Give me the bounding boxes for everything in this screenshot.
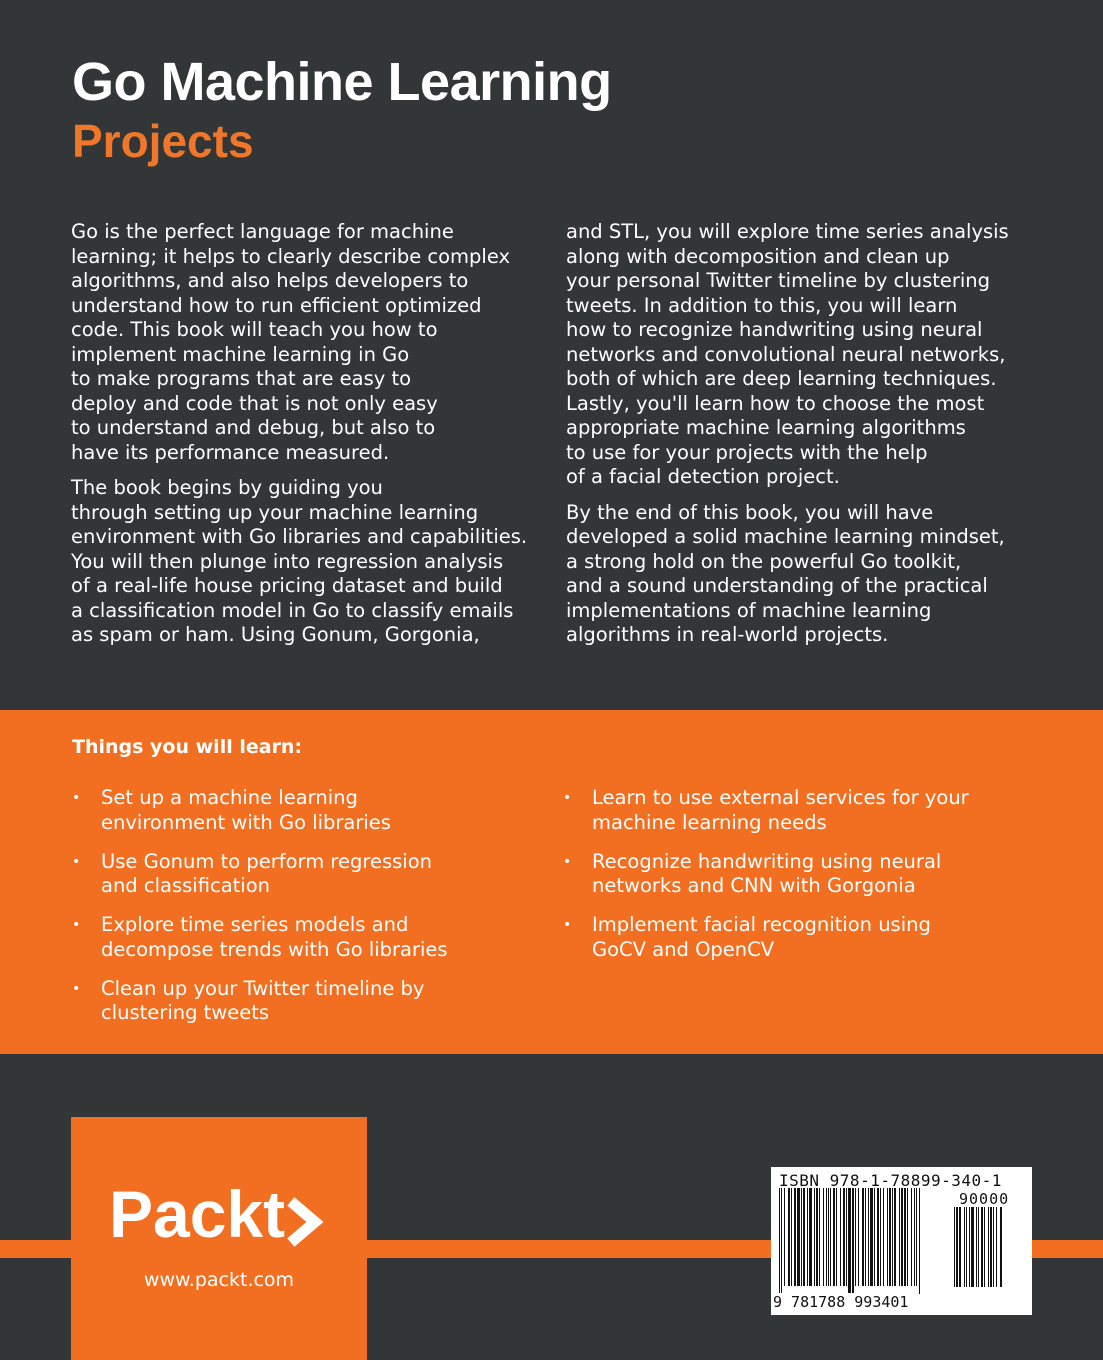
- text-line: Go is the perfect language for machine: [71, 220, 454, 243]
- barcode-bar: [823, 1188, 824, 1286]
- barcode-bar: [855, 1188, 856, 1286]
- text-line: Clean up your Twitter timeline by: [101, 976, 425, 1000]
- barcode-bar: [892, 1188, 893, 1286]
- barcode-bar: [874, 1188, 875, 1286]
- text-line: learning; it helps to clearly describe complex: [71, 244, 511, 268]
- barcode-bar: [794, 1188, 796, 1286]
- text-line: machine learning needs: [592, 810, 827, 834]
- barcode-bar: [894, 1188, 896, 1286]
- barcode-bar: [919, 1188, 920, 1294]
- packt-logo-icon: [109, 1179, 331, 1251]
- text-line: and a sound understanding of the practical: [566, 574, 988, 597]
- learn-item: [72, 977, 532, 1026]
- text-line: of a facial detection project.: [566, 465, 840, 488]
- learn-item: [563, 913, 1023, 962]
- publisher-panel: [71, 1117, 367, 1360]
- text-line: GoCV and OpenCV: [592, 937, 775, 961]
- text-line: developed a solid machine learning mindset,: [566, 525, 1005, 548]
- text-line: have its performance measured.: [71, 440, 390, 464]
- barcode-bar: [870, 1188, 873, 1286]
- barcode-bar: [978, 1207, 979, 1287]
- text-line: Learn to use external services for your: [592, 786, 969, 809]
- text-line: to use for your projects with the help: [566, 440, 928, 464]
- text-line: a classification model in Go to classify emails: [71, 598, 514, 622]
- title-main: Go Machine Learning: [72, 52, 612, 112]
- learn-item: [563, 786, 1023, 835]
- learn-item: [72, 913, 532, 962]
- text-line: Explore time series models and: [101, 913, 409, 936]
- description-right-column: [566, 220, 1036, 659]
- description-paragraph: [566, 220, 1036, 490]
- barcode-bar: [996, 1207, 997, 1287]
- text-line: to make programs that are easy to: [71, 367, 412, 390]
- text-line: implementations of machine learning: [566, 598, 932, 622]
- bullet-icon: •: [563, 853, 572, 870]
- text-line: of a real-life house pricing dataset and build: [71, 574, 503, 597]
- text-line: tweets. In addition to this, you will learn: [566, 293, 958, 317]
- barcode-bar: [809, 1188, 812, 1286]
- bullet-icon: •: [72, 790, 81, 806]
- learn-list-right: [563, 786, 1023, 977]
- text-line: as spam or ham. Using Gonum, Gorgonia,: [71, 623, 480, 646]
- text-line: appropriate machine learning algorithms: [566, 416, 966, 439]
- barcode-bar: [959, 1207, 961, 1287]
- learn-item: [563, 850, 1023, 899]
- barcode-bar: [964, 1207, 965, 1287]
- text-line: The book begins by guiding you: [71, 476, 383, 499]
- text-line: algorithms in real-world projects.: [566, 623, 889, 646]
- barcode-bar: [911, 1188, 912, 1286]
- title-subtitle: Projects: [72, 115, 254, 167]
- text-line: networks and CNN with Gorgonia: [592, 874, 916, 897]
- barcode-bar: [814, 1188, 815, 1286]
- bullet-icon: •: [563, 917, 572, 933]
- barcode-bar: [836, 1188, 837, 1286]
- text-line: clustering tweets: [101, 1001, 270, 1024]
- barcode-bar: [981, 1207, 983, 1287]
- text-line: and classification: [101, 874, 271, 897]
- learn-list-left: [72, 786, 532, 1040]
- barcode-bar: [858, 1188, 859, 1286]
- barcode-bar: [954, 1207, 955, 1287]
- text-line: through setting up your machine learning: [71, 500, 479, 524]
- barcode-bar: [956, 1207, 958, 1287]
- bullet-icon: •: [72, 980, 81, 997]
- text-line: along with decomposition and clean up: [566, 244, 950, 268]
- barcode-bar: [781, 1188, 782, 1294]
- barcode-bar: [966, 1207, 967, 1287]
- text-line: a strong hold on the powerful Go toolkit,: [566, 549, 962, 573]
- barcode-bar: [993, 1207, 994, 1287]
- text-line: algorithms, and also helps developers to: [71, 269, 469, 292]
- barcode-bar: [852, 1188, 854, 1294]
- barcode-bar: [907, 1188, 908, 1286]
- barcode-bar: [791, 1188, 792, 1286]
- barcode-bar: [843, 1188, 845, 1286]
- barcode-bar: [868, 1188, 869, 1286]
- text-line: networks and convolutional neural networks,: [566, 342, 1006, 366]
- barcode-bar: [976, 1207, 977, 1287]
- text-line: You will then plunge into regression analysis: [71, 549, 504, 573]
- learn-item: [72, 786, 532, 835]
- barcode-bar: [971, 1207, 974, 1287]
- barcode-bar: [862, 1188, 864, 1286]
- description-paragraph: [566, 501, 1036, 648]
- barcode-bar: [803, 1188, 805, 1286]
- text-line: environment with Go libraries: [101, 810, 391, 834]
- isbn-number: ISBN 978-1-78899-340-1: [779, 1171, 1002, 1190]
- text-line: to understand and debug, but also to: [71, 416, 436, 439]
- barcode-bar: [916, 1188, 917, 1286]
- ean-number: 9 781788 993401: [773, 1293, 909, 1311]
- barcode-bar: [883, 1188, 884, 1286]
- text-line: deploy and code that is not only easy: [71, 391, 438, 415]
- barcode-bar: [801, 1188, 802, 1286]
- barcode-bar: [984, 1207, 985, 1287]
- text-line: decompose trends with Go libraries: [101, 937, 448, 961]
- barcode-bar: [779, 1188, 780, 1294]
- text-line: your personal Twitter timeline by clustering: [566, 269, 991, 292]
- barcode-bar: [990, 1207, 992, 1287]
- barcode-bar: [901, 1188, 903, 1286]
- barcode-bar: [988, 1207, 989, 1287]
- price-barcode-icon: [952, 1207, 1026, 1295]
- barcode-bar: [848, 1188, 851, 1294]
- text-line: Set up a machine learning: [101, 786, 358, 809]
- barcode-bar: [840, 1188, 841, 1286]
- text-line: how to recognize handwriting using neural: [566, 318, 983, 341]
- bullet-icon: •: [72, 917, 81, 933]
- text-line: Lastly, you'll learn how to choose the most: [566, 391, 985, 415]
- text-line: code. This book will teach you how to: [71, 318, 438, 341]
- isbn-barcode: [771, 1167, 1032, 1315]
- price-code: 90000: [959, 1190, 1010, 1208]
- text-line: environment with Go libraries and capabilities.: [71, 525, 528, 548]
- barcode-bar: [904, 1188, 906, 1286]
- text-line: By the end of this book, you will have: [566, 500, 934, 524]
- barcode-bar: [914, 1188, 915, 1286]
- bullet-icon: •: [563, 790, 572, 806]
- bullet-icon: •: [72, 853, 81, 870]
- barcode-bar: [807, 1188, 808, 1286]
- learn-item: [72, 850, 532, 899]
- barcode-bar: [833, 1188, 835, 1286]
- publisher-url: www.packt.com: [143, 1269, 295, 1291]
- barcode-bar: [969, 1207, 970, 1287]
- barcode-bar: [889, 1188, 891, 1286]
- description-left-column: [71, 220, 546, 659]
- barcode-bar: [784, 1188, 785, 1286]
- description-paragraph: [71, 220, 546, 465]
- barcode-bar: [899, 1188, 900, 1286]
- description-paragraph: [71, 476, 546, 648]
- barcode-icon: [777, 1188, 949, 1294]
- text-line: Implement facial recognition using: [592, 913, 931, 936]
- text-line: Use Gonum to perform regression: [101, 849, 432, 873]
- barcode-bar: [887, 1188, 888, 1286]
- learn-heading: Things you will learn:: [72, 736, 303, 758]
- barcode-bar: [1000, 1207, 1002, 1287]
- barcode-bar: [828, 1188, 829, 1286]
- svg-text:Packt: Packt: [109, 1179, 286, 1251]
- text-line: understand how to run efficient optimized: [71, 293, 482, 317]
- barcode-bar: [877, 1188, 879, 1286]
- text-line: and STL, you will explore time series analysis: [566, 220, 1009, 243]
- text-line: both of which are deep learning techniques.: [566, 367, 997, 390]
- barcode-bar: [865, 1188, 866, 1286]
- barcode-bar: [788, 1188, 790, 1286]
- barcode-bar: [830, 1188, 831, 1286]
- barcode-bar: [816, 1188, 818, 1286]
- barcode-bar: [826, 1188, 827, 1286]
- book-title: [72, 52, 612, 170]
- barcode-bar: [846, 1188, 847, 1286]
- text-line: implement machine learning in Go: [71, 342, 410, 366]
- barcode-bar: [880, 1188, 881, 1286]
- barcode-bar: [797, 1188, 800, 1286]
- text-line: Recognize handwriting using neural: [592, 849, 942, 873]
- barcode-bar: [819, 1188, 820, 1286]
